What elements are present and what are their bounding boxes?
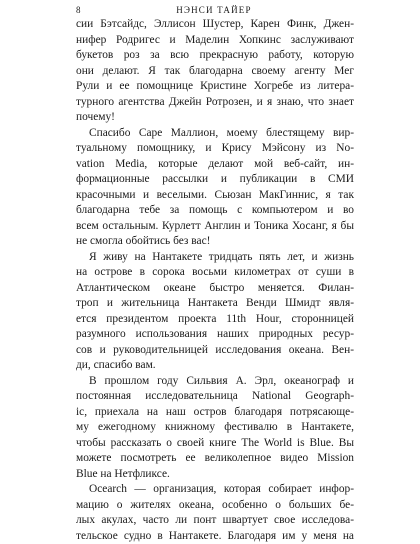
page-header bbox=[76, 4, 352, 16]
text-line: букетов роз за всю прекрасную работу, которую bbox=[76, 48, 354, 64]
text-line: на острове в сорока восьми километрах от суши в bbox=[76, 265, 354, 281]
paragraph bbox=[76, 482, 354, 544]
text-line: разумного использования наших природных ресур- bbox=[76, 327, 354, 343]
text-line: можете посмотреть ее великолепное видео Mission bbox=[76, 451, 354, 467]
text-line: благодарна тебе за помощь с компьютером и во bbox=[76, 203, 354, 219]
body-text bbox=[76, 17, 354, 544]
text-line: Blue на Нетфликсе. bbox=[76, 467, 354, 483]
text-line: всем остальным. Курлетт Англин и Тоника Хосанг, я бы bbox=[76, 219, 354, 235]
text-line: турного агентства Джейн Ротрозен, и я знаю, что знает bbox=[76, 95, 354, 111]
text-line: они делают. Я так благодарна своему агенту Мег bbox=[76, 64, 354, 80]
text-line: мацию о жителях океана, особенно о больших бе- bbox=[76, 498, 354, 514]
text-line: vation Media, которые делают мой веб-сайт, ин- bbox=[76, 157, 354, 173]
paragraph bbox=[76, 126, 354, 250]
text-line: не смогла обойтись без вас! bbox=[76, 234, 354, 250]
text-line: ется президентом проекта 11th Hour, сторонницей bbox=[76, 312, 354, 328]
text-line: постоянная исследовательница National Geograph- bbox=[76, 389, 354, 405]
text-line: сии Бэтсайдс, Эллисон Шустер, Карен Финк, Джен- bbox=[76, 17, 354, 33]
text-line: ic, приехала на наш остров благодаря потрясающе- bbox=[76, 405, 354, 421]
text-line: тельское судно в Нантакете. Благодаря им у меня на bbox=[76, 529, 354, 544]
text-line: красочными и веселыми. Сьюзан МакГиннис, я так bbox=[76, 188, 354, 204]
text-line: му ежегодному книжному фестивалю в Нантакете, bbox=[76, 420, 354, 436]
text-line: Я живу на Нантакете тридцать пять лет, и жизнь bbox=[76, 250, 354, 266]
text-line: Атлантическом океане быстро меняется. Филан- bbox=[76, 281, 354, 297]
text-line: туальному помощнику, и Крису Мэйсону из No- bbox=[76, 141, 354, 157]
page-number: 8 bbox=[76, 4, 81, 16]
text-line: троп и жительница Нантакета Венди Шмидт явля- bbox=[76, 296, 354, 312]
paragraph bbox=[76, 17, 354, 126]
text-line: почему! bbox=[76, 110, 354, 126]
text-line: формационные рассылки и публикации в СМИ bbox=[76, 172, 354, 188]
text-line: Спасибо Саре Маллион, моему блестящему вир- bbox=[76, 126, 354, 142]
text-line: Рули и ее помощнице Кристине Хогребе из литера- bbox=[76, 79, 354, 95]
text-line: сов и руководительницей исследования океана. Вен- bbox=[76, 343, 354, 359]
text-line: Ocearch — организация, которая собирает инфор- bbox=[76, 482, 354, 498]
text-line: В прошлом году Сильвия А. Эрл, океанограф и bbox=[76, 374, 354, 390]
text-line: ди, спасибо вам. bbox=[76, 358, 354, 374]
paragraph bbox=[76, 374, 354, 483]
text-line: нифер Родригес и Маделин Хопкинс заслуживают bbox=[76, 33, 354, 49]
running-head: НЭНСИ ТАЙЕР bbox=[76, 4, 352, 16]
text-line: лых акулах, часто ли понт швартует свое исследова- bbox=[76, 513, 354, 529]
paragraph bbox=[76, 250, 354, 374]
text-line: чтобы рассказать о своей книге The World is Blue. Вы bbox=[76, 436, 354, 452]
